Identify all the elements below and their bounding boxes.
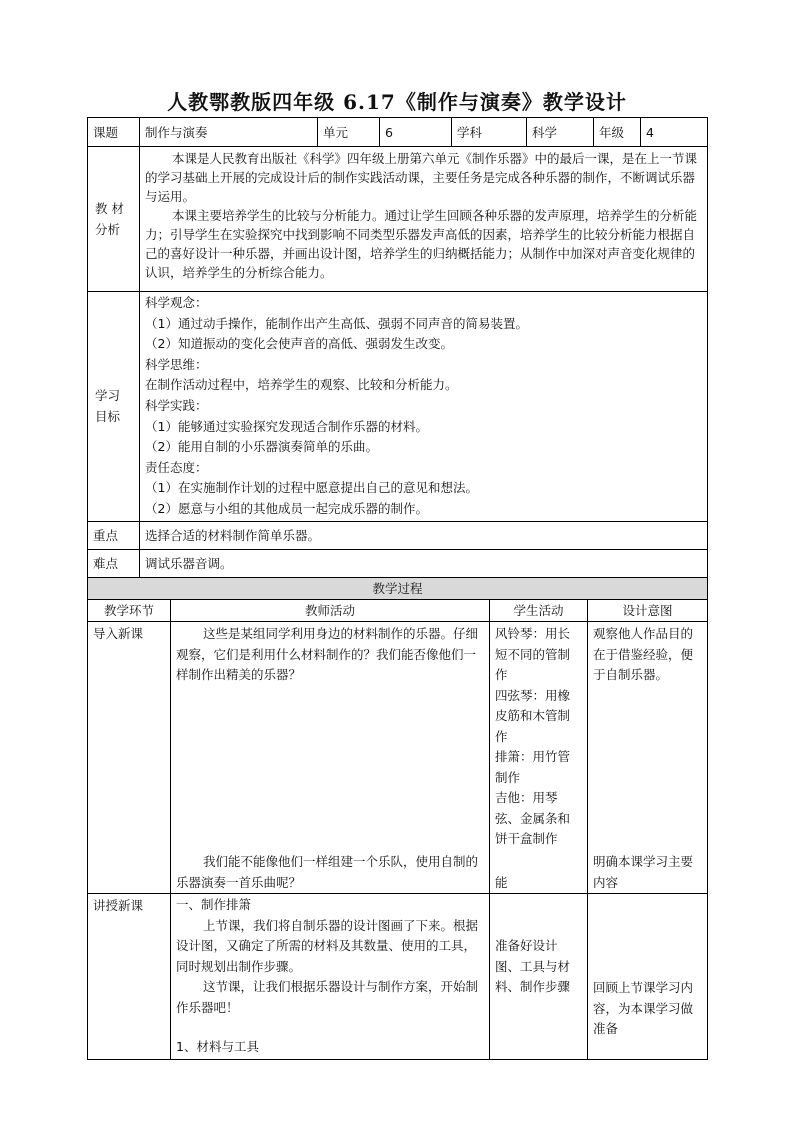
lesson-value: 制作与演奏 (140, 118, 318, 147)
analysis-paragraph-1: 本课是人民教育出版社《科学》四年级上册第六单元《制作乐器》中的最后一课，是在上一节课的学习基础上开展的完成设计后的制作实践活动课，主要任务是完成各种乐器的制作，不断调试乐器与运用。 (145, 151, 698, 204)
lesson-label: 课题 (88, 118, 140, 147)
document-title: 人教鄂教版四年级 6.17《制作与演奏》教学设计 (167, 90, 627, 114)
difficulty-label: 难点 (88, 549, 140, 578)
new-student (490, 894, 588, 1060)
intro-intent-text-2: 明确本课学习主要内容 (593, 854, 694, 890)
objectives-label (88, 292, 140, 522)
new-intent-text: 回顾上节课学习内容，为本课学习做准备 (593, 980, 694, 1036)
analysis-paragraph-2: 本课主要培养学生的比较与分析能力。通过让学生回顾各种乐器的发声原理，培养学生的分析能力；引导学生在实验探究中找到影响不同类型乐器发声高低的因素，培养学生的比较分析能力根据自己的喜好设计一种乐器，并画出设计图，培养学生的归纳概括能力；从制作中加深对声音变化规律的认识，培养学生的分析综合能力。 (145, 208, 698, 280)
intro-student-text: 吉他：用琴弦、金属条和饼干盒制作 (495, 790, 571, 846)
header-teacher: 教师活动 (171, 600, 490, 622)
analysis-label-line2: 分析 (95, 222, 121, 237)
process-banner: 教学过程 (88, 578, 708, 600)
grade-label: 年级 (594, 118, 641, 147)
objective-line: 科学实践： (145, 397, 208, 413)
intro-student-text: 四弦琴：用橡皮筋和木管制作 (495, 687, 571, 744)
objectives-content (140, 292, 708, 522)
objective-line: 责任态度： (145, 459, 208, 475)
subject-label: 学科 (452, 118, 527, 147)
analysis-content (140, 147, 708, 292)
new-teacher-text-2: 这节课，让我们根据乐器设计与制作方案，开始制作乐器吧！ (176, 979, 479, 1015)
analysis-label (88, 147, 140, 292)
teaching-process-table (87, 577, 708, 1060)
objective-line: 科学思维： (145, 356, 208, 372)
objective-line: （1）通过动手操作，能制作出产生高低、强弱不同声音的简易装置。 (145, 315, 528, 331)
new-intent (588, 894, 708, 1060)
objective-line: （2）愿意与小组的其他成员一起完成乐器的制作。 (145, 500, 428, 516)
intro-student-text: 风铃琴：用长短不同的管制作 (495, 626, 571, 682)
objectives-label-line2: 目标 (95, 409, 121, 425)
objective-line: 科学观念： (145, 295, 208, 310)
new-teacher-heading: 一、制作排箫 (176, 897, 252, 912)
header-stage: 教学环节 (88, 600, 171, 622)
new-teacher-text-1: 上节课，我们将自制乐器的设计图画了下来。根据设计图，又确定了所需的材料及其数量、使用的工具，同时规划出制作步骤。 (176, 917, 479, 974)
intro-teacher-text-2: 我们能不能像他们一样组建一个乐队，使用自制的乐器演奏一首乐曲呢？ (176, 854, 479, 890)
intro-student-text: 能 (495, 875, 508, 890)
intro-intent-text-1: 观察他人作品目的在于借鉴经验，便于自制乐器。 (593, 626, 694, 682)
objectives-label-line1: 学习 (95, 388, 121, 404)
objective-line: （2）知道振动的变化会使声音的高低、强弱发生改变。 (145, 336, 453, 352)
unit-label: 单元 (318, 118, 380, 147)
header-student: 学生活动 (490, 600, 588, 622)
new-stage: 讲授新课 (88, 894, 171, 1060)
objective-line: （1）能够通过实验探究发现适合制作乐器的材料。 (145, 418, 428, 434)
objective-line: 在制作活动过程中，培养学生的观察、比较和分析能力。 (145, 377, 458, 393)
intro-teacher (171, 622, 490, 894)
intro-student (490, 622, 588, 894)
intro-intent (588, 622, 708, 894)
analysis-label-line1: 教 材 (95, 201, 124, 216)
key-point-label: 重点 (88, 521, 140, 549)
unit-value: 6 (380, 118, 452, 147)
intro-stage: 导入新课 (88, 622, 171, 894)
objective-line: （1）在实施制作计划的过程中愿意提出自己的意见和想法。 (145, 480, 478, 496)
key-point-value: 选择合适的材料制作简单乐器。 (140, 521, 708, 549)
header-intent: 设计意图 (588, 600, 708, 622)
intro-student-text: 排箫：用竹管制作 (495, 749, 571, 785)
objective-line: （2）能用自制的小乐器演奏简单的乐曲。 (145, 439, 378, 455)
new-student-text: 准备好设计图、工具与材料、制作步骤 (495, 938, 571, 994)
intro-teacher-text-1: 这些是某组同学利用身边的材料制作的乐器。仔细观察，它们是利用什么材料制作的？我们能否像他们一样制作出精美的乐器？ (176, 626, 479, 682)
subject-value: 科学 (527, 118, 594, 147)
new-teacher-text-3: 1、材料与工具 (176, 1039, 259, 1054)
lesson-info-table (87, 117, 708, 579)
new-teacher (171, 894, 490, 1060)
difficulty-value: 调试乐器音调。 (140, 549, 708, 578)
grade-value: 4 (641, 118, 708, 147)
